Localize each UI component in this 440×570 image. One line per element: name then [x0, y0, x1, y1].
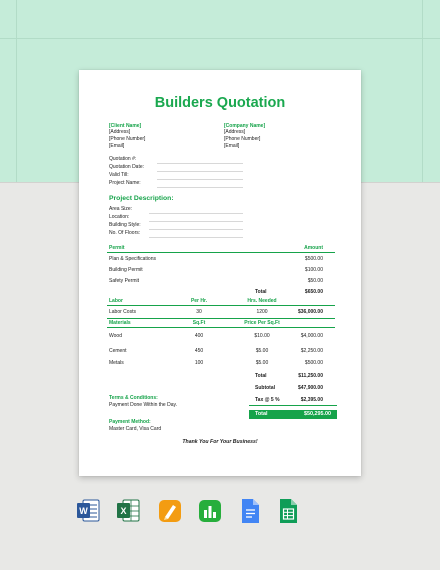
payment-text: Master Card, Visa Card [109, 426, 162, 432]
materials-header-rule [107, 327, 335, 328]
labor-header-rule [107, 305, 335, 306]
quotation-document [79, 70, 361, 476]
location-label: Location: [109, 214, 130, 220]
company-address: [Address] [224, 129, 246, 135]
permit-header: Permit [109, 245, 125, 251]
quote-number-line [157, 163, 243, 164]
labor-row-item: Labor Costs [109, 309, 136, 315]
material-row-item: Wood [109, 333, 122, 339]
permit-row-item: Building Permit [109, 267, 143, 273]
material-row-amount: $4,000.00 [300, 333, 323, 339]
material-row-price: $5.00 [255, 348, 269, 354]
background-guide-line [16, 0, 17, 182]
svg-text:X: X [120, 506, 127, 516]
material-row-qty: 450 [194, 348, 204, 354]
floors-label: No. Of Floors: [109, 230, 141, 236]
tax-rule [249, 405, 337, 406]
payment-heading: Payment Method: [109, 419, 151, 425]
material-row-price: $10.00 [254, 333, 270, 339]
material-row-qty: 400 [194, 333, 204, 339]
company-name: [Company Name] [224, 123, 266, 129]
quote-date-label: Quotation Date: [109, 164, 145, 170]
permit-row-amount: $500.00 [304, 256, 323, 262]
background-guide-line [422, 0, 423, 182]
building-style-line [149, 229, 243, 230]
hours-needed-header: Hrs. Needed [247, 298, 277, 304]
permit-row-amount: $100.00 [304, 267, 323, 273]
tax-value: $2,395.00 [300, 397, 323, 403]
excel-icon[interactable] [116, 497, 140, 525]
subtotal-value: $47,900.00 [297, 385, 323, 391]
thank-you-note: Thank You For Your Business! [182, 439, 258, 445]
quote-number-label: Quotation #: [109, 156, 137, 162]
permit-row-amount: $50.00 [307, 278, 323, 284]
per-hour-header: Per Hr. [190, 298, 208, 304]
terms-heading: Terms & Conditions: [109, 395, 158, 401]
permit-header-rule [107, 252, 335, 253]
company-phone: [Phone Number] [224, 136, 261, 142]
permit-total-label: Total [255, 289, 267, 295]
material-row-qty: 100 [194, 360, 204, 366]
area-size-label: Area Size: [109, 206, 133, 212]
grand-total-value: $50,295.00 [304, 411, 331, 417]
permit-row-item: Plan & Specifications [109, 256, 156, 262]
client-email: [Email] [109, 143, 125, 149]
sqft-header: Sq.Ft [192, 320, 206, 326]
subtotal-label: Subtotal [255, 385, 275, 391]
client-address: [Address] [109, 129, 131, 135]
format-icons-row [76, 497, 366, 527]
client-name: [Client Name] [109, 123, 142, 129]
svg-text:W: W [79, 506, 88, 516]
grand-total-bar [249, 410, 337, 419]
permit-total-value: $650.00 [304, 289, 323, 295]
pages-icon[interactable] [158, 497, 182, 525]
labor-row-amount: $36,000.00 [297, 309, 323, 315]
grand-total-label: Total [255, 411, 268, 417]
project-name-label: Project Name: [109, 180, 141, 186]
valid-till-line [157, 179, 243, 180]
project-description-heading: Project Description: [109, 195, 174, 202]
google-docs-icon[interactable] [238, 497, 262, 525]
materials-top-rule [107, 318, 335, 319]
tax-label: Tax @ 5 % [255, 397, 280, 403]
labor-header: Labor [109, 298, 123, 304]
floors-line [149, 237, 243, 238]
client-phone: [Phone Number] [109, 136, 146, 142]
word-icon[interactable] [76, 497, 100, 525]
project-name-line [157, 187, 243, 188]
material-row-amount: $500.00 [304, 360, 323, 366]
labor-row-hours: 1200 [256, 309, 268, 315]
price-per-sqft-header: Price Per Sq.Ft [244, 320, 280, 326]
location-line [149, 221, 243, 222]
material-row-price: $5.00 [255, 360, 269, 366]
material-row-item: Cement [109, 348, 127, 354]
building-style-label: Building Style: [109, 222, 141, 228]
company-email: [Email] [224, 143, 240, 149]
materials-total-value: $11,250.00 [298, 373, 323, 379]
material-row-item: Metals [109, 360, 124, 366]
labor-row-rate: 30 [196, 309, 202, 315]
terms-text: Payment Done Within the Day. [109, 402, 177, 408]
materials-total-label: Total [255, 373, 267, 379]
amount-header: Amount [304, 245, 323, 251]
document-title: Builders Quotation [154, 95, 286, 111]
numbers-icon[interactable] [198, 497, 222, 525]
valid-till-label: Valid Till: [109, 172, 129, 178]
background-guide-line [0, 38, 440, 39]
area-size-line [149, 213, 243, 214]
material-row-amount: $2,250.00 [300, 348, 323, 354]
google-sheets-icon[interactable] [276, 497, 300, 525]
quote-date-line [157, 171, 243, 172]
materials-header: Materials [109, 320, 131, 326]
permit-row-item: Safety Permit [109, 278, 140, 284]
